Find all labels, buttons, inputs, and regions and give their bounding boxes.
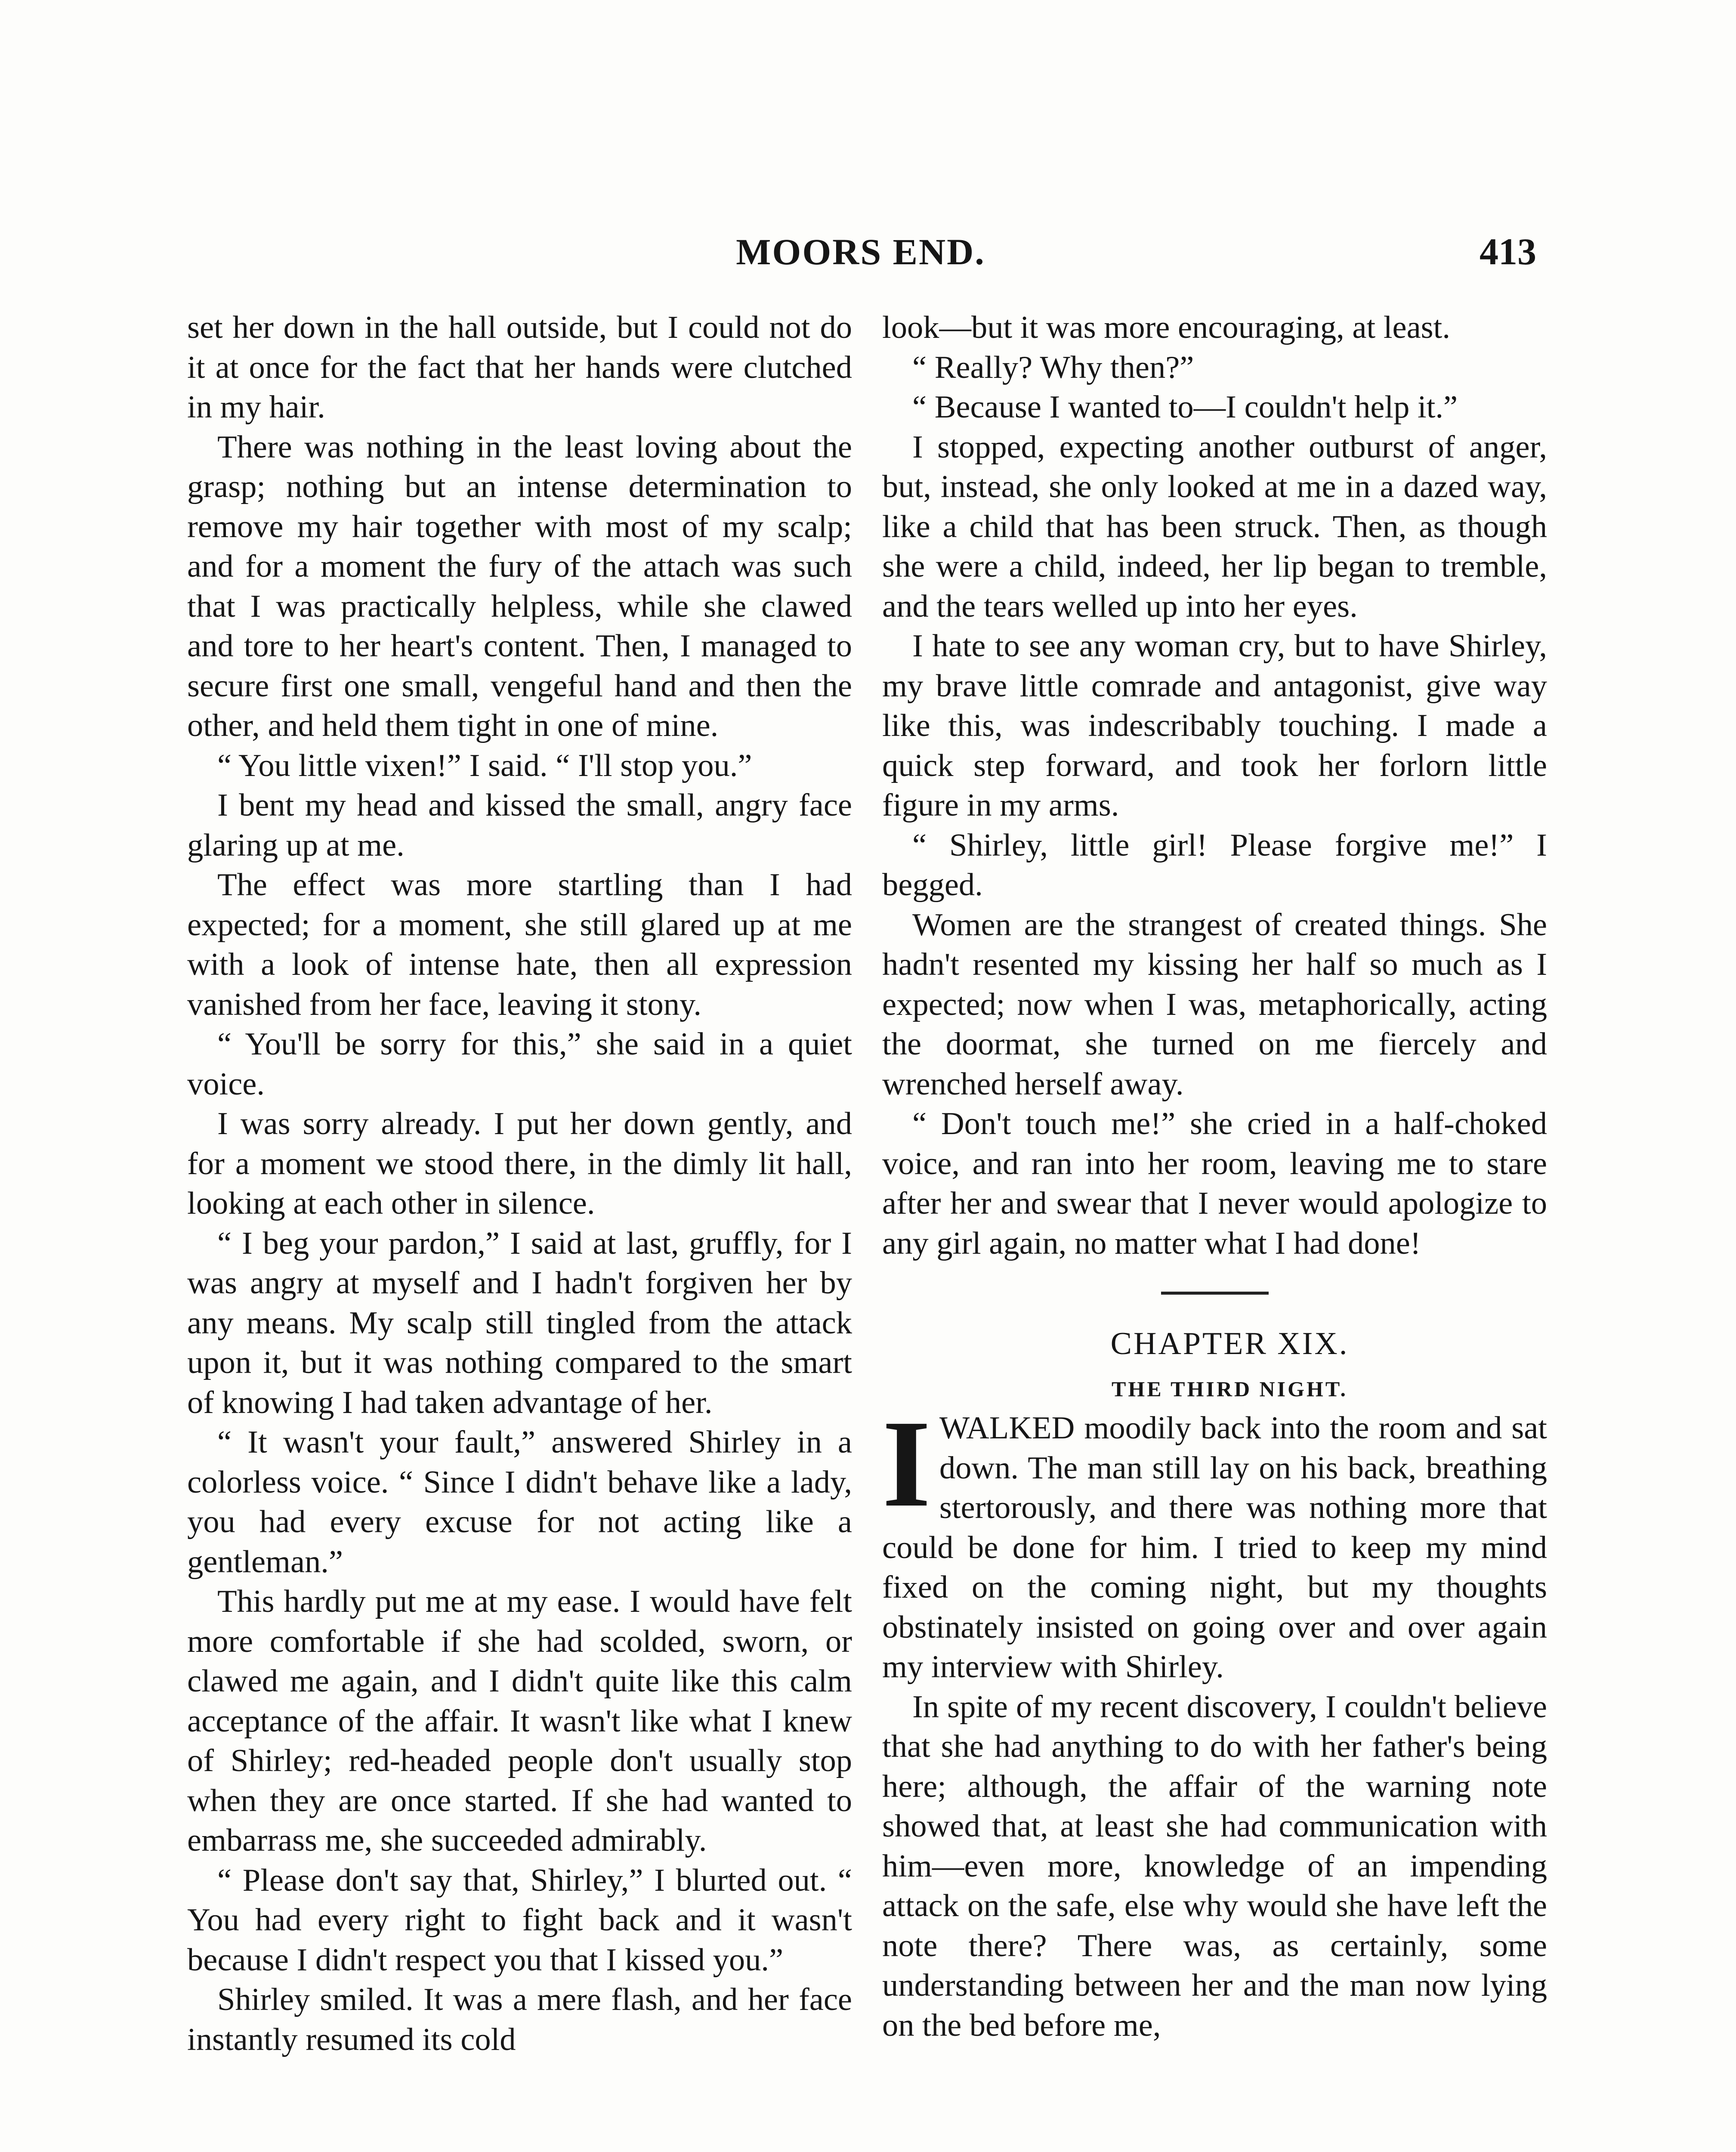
paragraph: The effect was more startling than I had expected; for a moment, she still glared up at me with a look of intense hate, then all expression vanished from her face, leaving it stony.	[187, 867, 852, 1022]
paragraph: In spite of my recent discovery, I couldn't believe that she had anything to do with her father's being here; although, the affair of the warning note showed that, at least she had communication with him—even more, knowledge of an impending attack on the safe, else why would she have left the note there? There was, as certainly, some understanding between her and the man now lying on the bed before me,	[882, 1689, 1547, 2043]
chapter-subtitle: THE THIRD NIGHT.	[1111, 1377, 1348, 1401]
chapter-first-paragraph	[882, 1394, 1547, 1687]
paragraph: I bent my head and kissed the small, angry face glaring up at me.	[187, 788, 852, 863]
paragraph: “ You little vixen!” I said. “ I'll stop you.”	[217, 748, 752, 783]
paragraph: look—but it was more encouraging, at least.	[882, 310, 1450, 345]
paragraph: There was nothing in the least loving about the grasp; nothing but an intense determination to remove my hair together with most of my scalp; and for a moment the fury of the attach was such that I was practically helpless, while she clawed and tore to her heart's content. Then, I managed to secure first one small, vengeful hand and then the other, and held them tight in one of mine.	[187, 429, 852, 743]
paragraph: “ Don't touch me!” she cried in a half-choked voice, and ran into her room, leaving me to stare after her and swear that I never would apologize to any girl again, no matter what I had done!	[882, 1106, 1547, 1261]
paragraph: “ I beg your pardon,” I said at last, gruffly, for I was angry at myself and I hadn't forgiven her by any means. My scalp still tingled from the attack upon it, but it was nothing compared to the smart of knowing I had taken advantage of her.	[187, 1225, 852, 1420]
divider-rule	[1161, 1292, 1269, 1295]
running-head: MOORS END.	[736, 231, 985, 272]
section-divider	[882, 1263, 1547, 1316]
paragraph: “ Shirley, little girl! Please forgive me!” I begged.	[882, 827, 1547, 903]
drop-cap: I	[882, 1394, 931, 1533]
paragraph: I stopped, expecting another outburst of anger, but, instead, she only looked at me in a dazed way, like a child that has been struck. Then, as though she were a child, indeed, her lip began to tremble, and the tears welled up into her eyes.	[882, 429, 1547, 624]
paragraph: “ Please don't say that, Shirley,” I blurted out. “ You had every right to fight back and it wasn't because I didn't respect you that I kissed you.”	[187, 1862, 852, 1978]
first-paragraph-text: WALKED moodily back into the room and sat down. The man still lay on his back, breathing stertorously, and there was nothing more that could be done for him. I tried to keep my mind fixed on the coming night, but my thoughts obstinately insisted on going over and over again my interview with Shirley.	[882, 1410, 1547, 1685]
paragraph: set her down in the hall outside, but I could not do it at once for the fact that her hands were clutched in my hair.	[187, 310, 852, 425]
page-header	[185, 230, 1536, 278]
paragraph: “ You'll be sorry for this,” she said in a quiet voice.	[187, 1027, 852, 1102]
paragraph: “ Really? Why then?”	[912, 349, 1194, 385]
paragraph: I was sorry already. I put her down gently, and for a moment we stood there, in the dimly lit hall, looking at each other in silence.	[187, 1106, 852, 1221]
page-number: 413	[1480, 231, 1536, 273]
right-column	[882, 308, 1547, 2045]
paragraph: “ It wasn't your fault,” answered Shirley in a colorless voice. “ Since I didn't behave like a lady, you had every excuse for not acting like a gentleman.”	[187, 1425, 852, 1580]
paragraph: I hate to see any woman cry, but to have Shirley, my brave little comrade and antagonist, give way like this, was indescribably touching. I made a quick step forward, and took her forlorn little figure in my arms.	[882, 628, 1547, 823]
chapter-title: CHAPTER XIX.	[1110, 1326, 1349, 1361]
paragraph: This hardly put me at my ease. I would have felt more comfortable if she had scolded, sworn, or clawed me again, and I didn't quite like this calm acceptance of the affair. It wasn't like what I knew of Shirley; red-headed people don't usually stop when they are once started. If she had wanted to embarrass me, she succeeded admirably.	[187, 1584, 852, 1858]
paragraph: “ Because I wanted to—I couldn't help it.”	[912, 390, 1458, 425]
paragraph: Women are the strangest of created things. She hadn't resented my kissing her half so much as I expected; now when I was, metaphorically, acting the doormat, she turned on me fiercely and wrenched herself away.	[882, 907, 1547, 1102]
paragraph: Shirley smiled. It was a mere flash, and her face instantly resumed its cold	[187, 1982, 852, 2057]
left-column	[187, 308, 852, 2059]
